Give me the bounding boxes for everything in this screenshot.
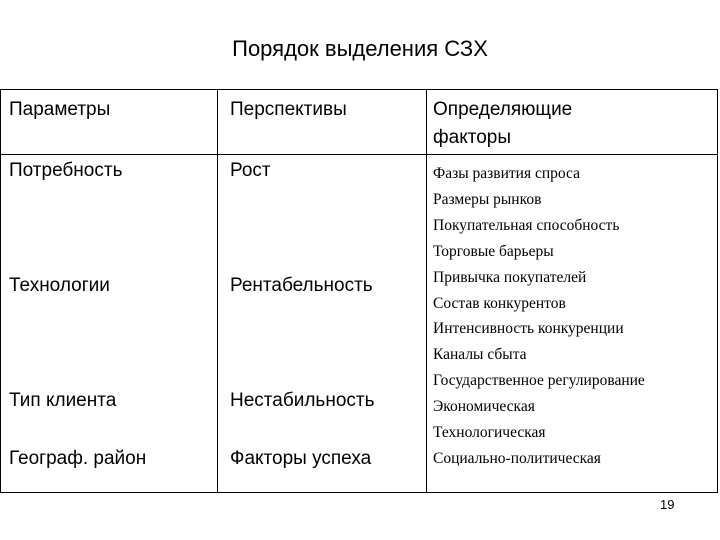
prospect-item: Факторы успеха [230, 448, 372, 469]
szh-table [0, 89, 718, 493]
factor-item: Государственное регулирование [433, 372, 645, 390]
factors-list [433, 161, 645, 472]
factor-item: Размеры рынков [433, 190, 542, 208]
factor-item: Фазы развития спроса [433, 165, 580, 182]
factor-item: Социально-политическая [433, 449, 601, 467]
factor-item: Технологическая [433, 424, 546, 442]
parameter-item: Географ. район [9, 448, 147, 469]
page-number: 19 [660, 497, 675, 512]
column-divider [426, 90, 427, 492]
header-factors: Определяющие факторы [433, 99, 573, 148]
prospect-item: Нестабильность [230, 390, 375, 411]
prospect-item: Рост [230, 160, 271, 181]
factor-item: Привычка покупателей [433, 268, 587, 286]
header-divider [1, 154, 717, 155]
factor-item: Интенсивность конкуренции [433, 320, 624, 338]
slide-title: Порядок выделения СЗХ [232, 36, 488, 61]
factor-item: Каналы сбыта [433, 346, 527, 364]
factor-item: Экономическая [433, 398, 535, 416]
parameter-item: Технологии [9, 275, 110, 296]
factor-item: Торговые барьеры [433, 242, 554, 260]
header-prospects: Перспективы [230, 99, 347, 120]
column-divider [217, 90, 218, 492]
header-parameters: Параметры [9, 99, 111, 120]
parameter-item: Потребность [9, 160, 123, 181]
prospect-item: Рентабельность [230, 275, 373, 296]
factor-item: Состав конкурентов [433, 294, 566, 312]
parameter-item: Тип клиента [9, 390, 117, 411]
factor-item: Покупательная способность [433, 216, 620, 234]
